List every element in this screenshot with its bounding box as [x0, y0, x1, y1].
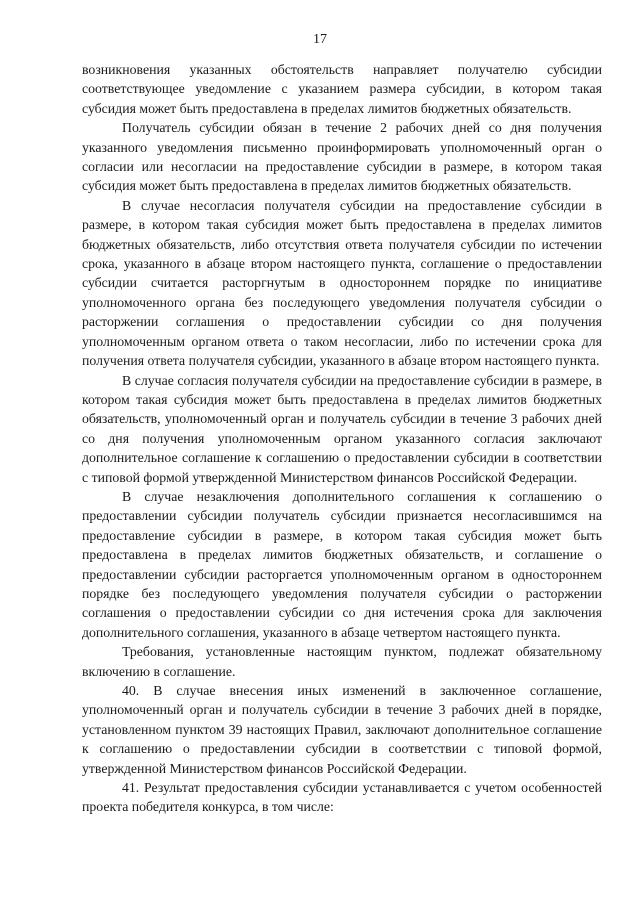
paragraph: Требования, установленные настоящим пунктом, подлежат обязательному включению в соглашение. [82, 644, 602, 679]
paragraph: возникновения указанных обстоятельств направляет получателю субсидии соответствующее уведомление с указанием размера субсидии, в котором такая субсидия может быть предоставлена в пределах лимитов бюджетных обязательств. [82, 62, 602, 116]
document-body [82, 60, 602, 817]
paragraph: В случае незаключения дополнительного соглашения к соглашению о предоставлении субсидии получатель субсидии признается несогласившимся на предоставление субсидии в размере, в котором такая субсидия может быть предоставлена в пределах лимитов бюджетных обязательств, и соглашение о предоставлении субсидии расторгается уполномоченным органом в одностороннем порядке без последующего уведомления получателя субсидии о расторжении соглашения о предоставлении субсидии со дня истечения срока для заключения дополнительного соглашения, указанного в абзаце четвертом настоящего пункта. [82, 488, 602, 640]
paragraph: В случае согласия получателя субсидии на предоставление субсидии в размере, в котором такая субсидия может быть предоставлена в пределах лимитов бюджетных обязательств, уполномоченный орган и получатель субсидии в течение 3 рабочих дней со дня получения уполномоченным органом указанного согласия заключают дополнительное соглашение к соглашению о предоставлении субсидии в соответствии с типовой формой утвержденной Министерством финансов Российской Федерации. [82, 372, 602, 485]
paragraph: 41. Результат предоставления субсидии устанавливается с учетом особенностей проекта победителя конкурса, в том числе: [82, 780, 602, 815]
page-number: 17 [313, 32, 327, 47]
paragraph: Получатель субсидии обязан в течение 2 рабочих дней со дня получения указанного уведомления письменно проинформировать уполномоченный орган о согласии или несогласии на предоставление субсидии в размере, в котором такая субсидия может быть предоставлена в пределах лимитов бюджетных обязательств. [82, 120, 602, 194]
paragraph: 40. В случае внесения иных изменений в заключенное соглашение, уполномоченный орган и получатель субсидии в течение 3 рабочих дней в порядке, установленном пунктом 39 настоящих Правил, заключают дополнительное соглашение к соглашению о предоставлении субсидии в соответствии с типовой формой, утвержденной Министерством финансов Российской Федерации. [82, 683, 602, 776]
paragraph: В случае несогласия получателя субсидии на предоставление субсидии в размере, в котором такая субсидия может быть предоставлена в пределах лимитов бюджетных обязательств, либо отсутствия ответа получателя субсидии по истечении срока, указанного в абзаце втором настоящего пункта, соглашение о предоставлении субсидии считается расторгнутым в одностороннем порядке по инициативе уполномоченного органа без последующего уведомления получателя субсидии о расторжении соглашения о предоставлении субсидии со дня получения уполномоченным органом ответа о таком несогласии, либо по истечении срока для получения ответа получателя субсидии, указанного в абзаце втором настоящего пункта. [82, 197, 602, 369]
